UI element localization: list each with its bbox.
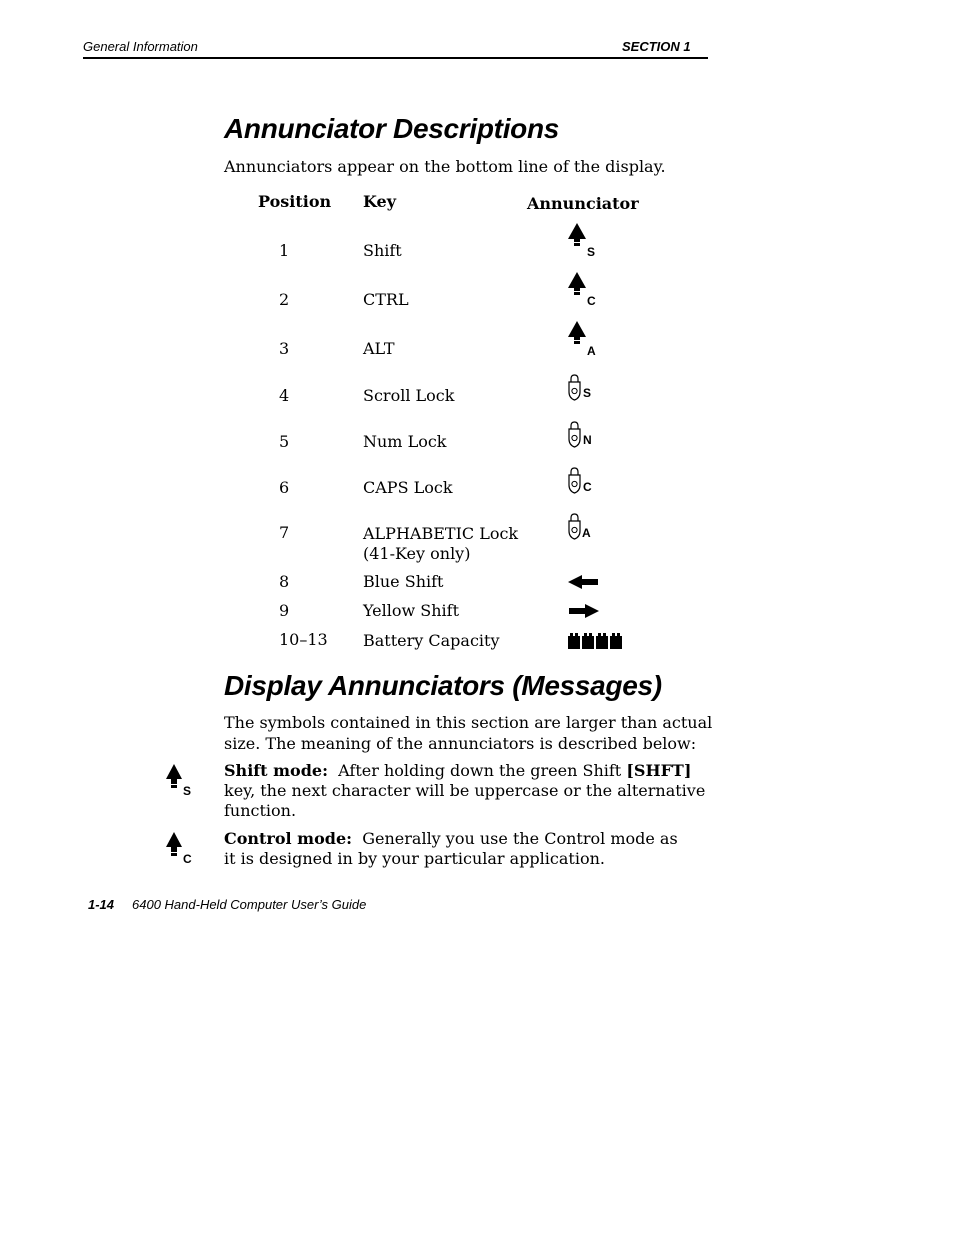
annunciator-letter: S <box>583 386 592 400</box>
lock-icon <box>568 421 582 454</box>
left-arrow-icon <box>568 575 600 594</box>
column-header-position: Position <box>258 192 332 211</box>
page-number: 1-14 <box>88 897 115 912</box>
row-key: Shift <box>363 241 402 260</box>
annunciator-letter: A <box>587 344 596 358</box>
row-position: 6 <box>279 478 290 497</box>
up-arrow-icon <box>568 223 600 264</box>
section-title-display-annunciators: Display Annunciators (Messages) <box>224 670 662 701</box>
row-key: Battery Capacity <box>363 631 500 650</box>
row-key-note: (41-Key only) <box>363 544 471 563</box>
section-intro-line: The symbols contained in this section are larger than actual <box>224 713 713 732</box>
column-header-annunciator: Annunciator <box>527 194 639 213</box>
row-key: Yellow Shift <box>363 601 460 620</box>
row-position: 4 <box>279 386 290 405</box>
section-intro: Annunciators appear on the bottom line of the display. <box>224 157 666 176</box>
header-rule <box>83 57 708 59</box>
annunciator-letter: S <box>587 245 596 259</box>
row-key: Num Lock <box>363 432 447 451</box>
annunciator-letter: A <box>582 526 591 540</box>
row-position: 9 <box>279 601 290 620</box>
annunciator-letter: C <box>183 852 192 866</box>
row-key: Scroll Lock <box>363 386 455 405</box>
control-mode-text: Generally you use the Control mode as it is designed in by your particular application. <box>224 829 678 868</box>
row-position: 2 <box>279 290 290 309</box>
row-key: ALPHABETIC Lock <box>363 524 519 543</box>
shift-mode-text-continued: key, the next character will be uppercase or the alternative function. <box>224 781 706 820</box>
shft-key-label: [SHFT] <box>626 761 692 780</box>
footer-title: 6400 Hand-Held Computer User’s Guide <box>132 897 367 912</box>
row-key: Blue Shift <box>363 572 444 591</box>
shift-mode-description <box>224 761 710 821</box>
right-arrow-icon <box>568 604 600 623</box>
running-header-right: SECTION 1 <box>622 39 691 54</box>
lock-icon <box>568 374 582 407</box>
row-position: 8 <box>279 572 290 591</box>
row-position: 10–13 <box>279 630 328 649</box>
annunciator-letter: C <box>587 294 596 308</box>
row-position: 7 <box>279 523 290 542</box>
shift-mode-label: Shift mode: <box>224 761 328 780</box>
row-key: ALT <box>363 339 395 358</box>
battery-icon <box>568 632 624 655</box>
lock-icon <box>568 467 582 500</box>
section-intro-line: size. The meaning of the annunciators is described below: <box>224 734 697 753</box>
control-mode-label: Control mode: <box>224 829 353 848</box>
annunciator-letter: N <box>583 433 592 447</box>
running-header-left: General Information <box>83 39 198 54</box>
column-header-key: Key <box>363 192 397 211</box>
lock-icon <box>568 513 582 546</box>
control-mode-description <box>224 829 694 869</box>
annunciator-letter: C <box>583 480 592 494</box>
row-key: CAPS Lock <box>363 478 453 497</box>
row-key: CTRL <box>363 290 409 309</box>
shift-mode-text: After holding down the green Shift <box>338 761 622 780</box>
section-title-annunciator-descriptions: Annunciator Descriptions <box>224 113 560 144</box>
row-position: 5 <box>279 432 290 451</box>
annunciator-letter: S <box>183 784 192 798</box>
row-position: 1 <box>279 241 290 260</box>
row-position: 3 <box>279 339 290 358</box>
